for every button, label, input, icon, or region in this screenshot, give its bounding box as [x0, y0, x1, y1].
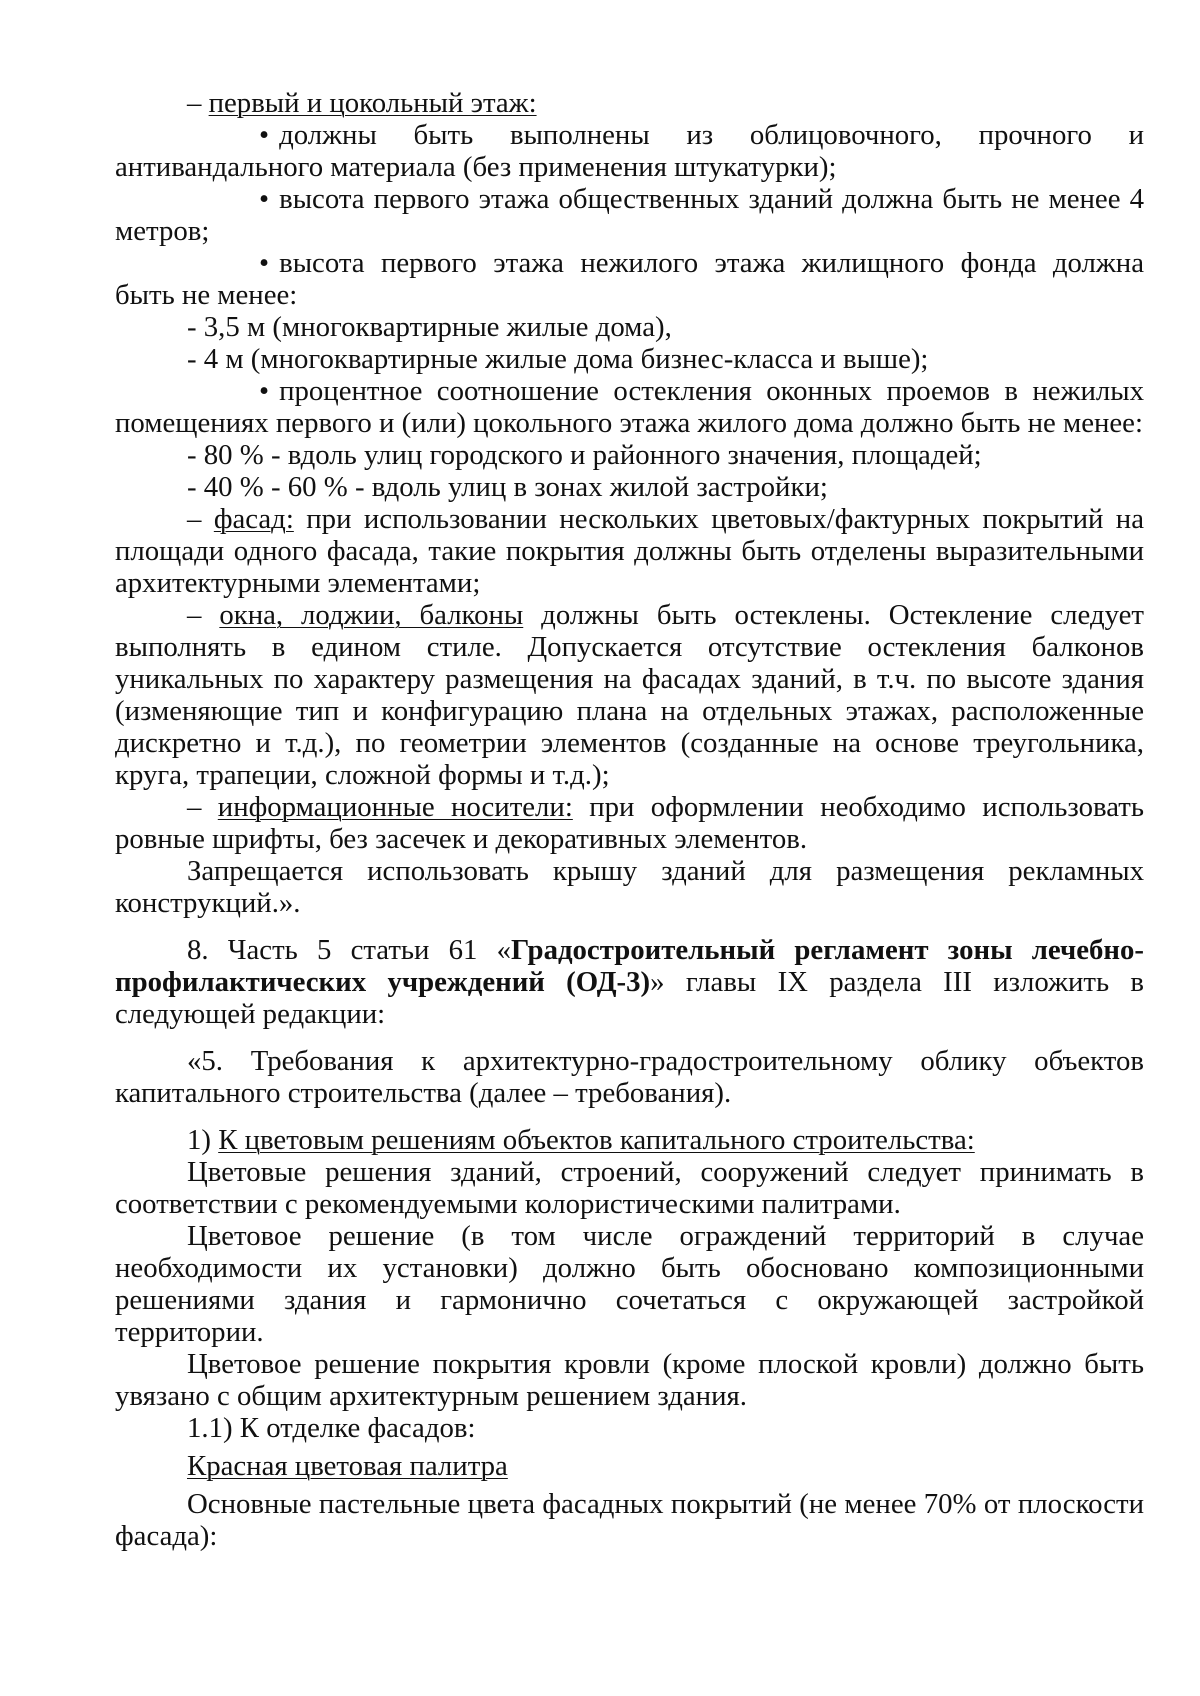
paragraph-roof-ban: Запрещается использовать крышу зданий для размещения рекламных конструкций.».: [115, 855, 1144, 919]
windows-text: должны быть остеклены. Остекление следует выполнять в едином стиле. Допускается отсутствие остекления балконов уникальных по характеру размещения на фасадах зданий, в т.ч. по высоте здания (изменяющие тип и конфигурацию плана на отдельных этажах, расположенные дискретно и т.д.), по геометрии элементов (созданные на основе треугольника, круга, трапеции, сложной формы и т.д.);: [115, 599, 1144, 791]
list-item-4m: - 4 м (многоквартирные жилые дома бизнес-класса и выше);: [187, 343, 929, 375]
dash: –: [187, 599, 220, 631]
dash: –: [187, 87, 209, 119]
section-title: К цветовым решениям объектов капитального строительства:: [218, 1124, 975, 1156]
article-end: » главы IX раздела III изложить в следующей редакции:: [115, 966, 1144, 1030]
paragraph-fence-color: Цветовое решение (в том числе ограждений территорий в случае необходимости их установки) должно быть обосновано композиционными решениями здания и гармонично сочетаться с окружающей застройкой территории.: [115, 1220, 1144, 1348]
info-carriers-text: при оформлении необходимо использовать ровные шрифты, без засечек и декоративных элементов.: [115, 791, 1144, 855]
section-number: 1): [187, 1124, 219, 1156]
paragraph-requirements: «5. Требования к архитектурно-градостроительному облику объектов капитального строительства (далее – требования).: [115, 1045, 1144, 1109]
list-item-40-60: - 40 % - 60 % - вдоль улиц в зонах жилой застройки;: [187, 471, 828, 503]
paragraph-facade: [115, 503, 1144, 599]
facade-text: при использовании нескольких цветовых/фактурных покрытий на площади одного фасада, такие покрытия должны быть отделены выразительными архитектурными элементами;: [115, 503, 1144, 599]
section-color-solutions: [115, 1124, 1144, 1156]
windows-label: окна, лоджии, балконы: [219, 599, 524, 631]
heading-label: первый и цокольный этаж:: [208, 87, 537, 119]
paragraph-article-61: [115, 934, 1144, 1030]
paragraph-info-carriers: [115, 791, 1144, 855]
palette-title-red: Красная цветовая палитра: [187, 1450, 508, 1482]
list-item-80: - 80 % - вдоль улиц городского и районного значения, площадей;: [187, 439, 982, 471]
list-item-35m: - 3,5 м (многоквартирные жилые дома),: [187, 311, 672, 343]
subsection-facade-finish: 1.1) К отделке фасадов:: [187, 1412, 476, 1444]
bullet-public-height: • высота первого этажа общественных зданий должна быть не менее 4 метров;: [115, 183, 1144, 247]
heading-ground-floor: [115, 87, 1144, 119]
dash: –: [187, 503, 214, 535]
paragraph-pastel-colors: Основные пастельные цвета фасадных покрытий (не менее 70% от плоскости фасада):: [115, 1488, 1144, 1552]
dash: –: [187, 791, 218, 823]
facade-label: фасад:: [213, 503, 294, 535]
info-carriers-label: информационные носители:: [217, 791, 573, 823]
article-title: Градостроительный регламент зоны лечебно-профилактических учреждений (ОД-3): [115, 934, 1144, 998]
bullet-material: • должны быть выполнены из облицовочного, прочного и антивандального материала (без применения штукатурки);: [115, 119, 1144, 183]
article-start: 8. Часть 5 статьи 61 «: [187, 934, 512, 966]
bullet-glazing-ratio: • процентное соотношение остекления оконных проемов в нежилых помещениях первого и (или) цокольного этажа жилого дома должно быть не менее:: [115, 375, 1144, 439]
bullet-nonresidential-height: • высота первого этажа нежилого этажа жилищного фонда должна быть не менее:: [115, 247, 1144, 311]
paragraph-windows: [115, 599, 1144, 791]
paragraph-roof-color: Цветовое решение покрытия кровли (кроме плоской кровли) должно быть увязано с общим архитектурным решением здания.: [115, 1348, 1144, 1412]
paragraph-color-palettes: Цветовые решения зданий, строений, сооружений следует принимать в соответствии с рекомендуемыми колористическими палитрами.: [115, 1156, 1144, 1220]
